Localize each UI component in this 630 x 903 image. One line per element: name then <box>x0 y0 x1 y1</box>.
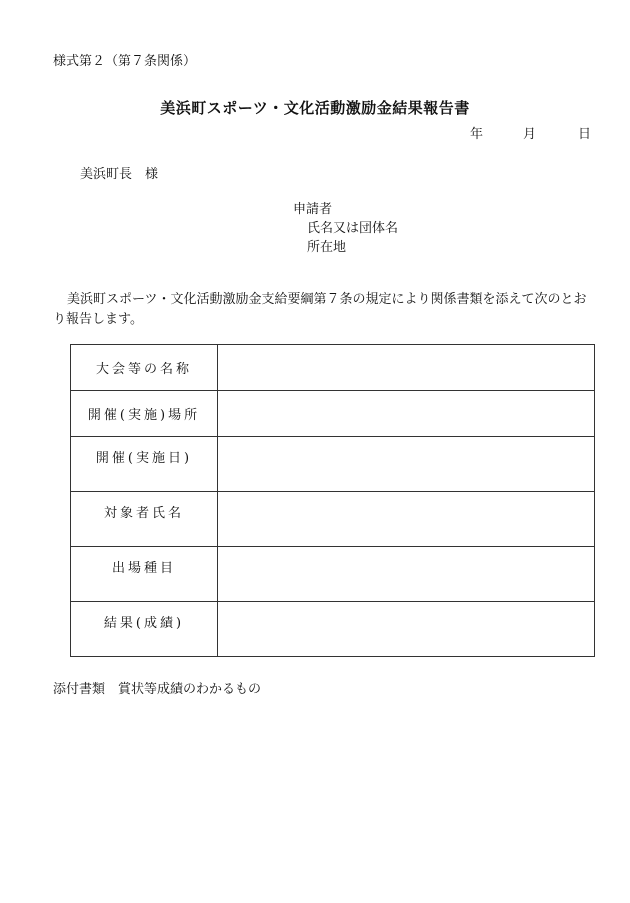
table-row <box>71 391 595 437</box>
addressee: 美浜町長 様 <box>80 167 159 182</box>
table-row <box>71 602 595 657</box>
row-value-venue[interactable] <box>218 391 595 437</box>
row-label-event-name: 大会等の名称 <box>71 345 218 391</box>
table-row <box>71 345 595 391</box>
row-value-result[interactable] <box>218 602 595 657</box>
report-table <box>70 344 595 657</box>
row-label-venue: 開催(実施)場所 <box>71 391 218 437</box>
row-value-event-name[interactable] <box>218 345 595 391</box>
applicant-address-label: 所在地 <box>307 240 347 255</box>
table-row <box>71 492 595 547</box>
form-number: 様式第２（第７条関係） <box>53 54 197 69</box>
row-label-event-category: 出場種目 <box>71 547 218 602</box>
document-title: 美浜町スポーツ・文化活動激励金結果報告書 <box>160 99 470 117</box>
row-label-date: 開催(実施日) <box>71 437 218 492</box>
table-row <box>71 437 595 492</box>
body-paragraph: 美浜町スポーツ・文化活動激励金支給要綱第７条の規定により関係書類を添えて次のとおり報告します。 <box>53 292 587 327</box>
attachment-note: 添付書類 賞状等成績のわかるもの <box>53 682 262 697</box>
row-value-event-category[interactable] <box>218 547 595 602</box>
date-year-label: 年 <box>470 127 484 142</box>
row-value-date[interactable] <box>218 437 595 492</box>
date-month-label: 月 <box>523 127 537 142</box>
applicant-label: 申請者 <box>293 202 333 217</box>
applicant-name-label: 氏名又は団体名 <box>307 221 399 236</box>
date-day-label: 日 <box>578 127 592 142</box>
row-value-participant-name[interactable] <box>218 492 595 547</box>
row-label-result: 結果(成績) <box>71 602 218 657</box>
table-row <box>71 547 595 602</box>
row-label-participant-name: 対象者氏名 <box>71 492 218 547</box>
